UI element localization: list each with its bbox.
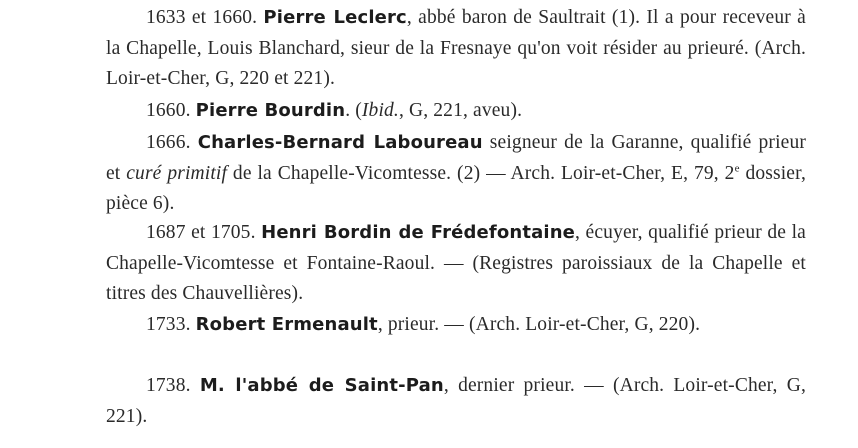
- entry-text: , écuyer, qualifié prieur de la Chapelle-Vicomtesse et Fontaine-Raoul. — (Registres paroissiaux de la Chapelle et titres des Chauvellières).: [106, 222, 806, 304]
- entry-pierre-leclerc: [106, 3, 806, 95]
- entry-text-before-italic: seigneur de la Garanne, qualifié prieur et: [106, 132, 806, 184]
- entry-italic-reference: Ibid.: [361, 100, 399, 121]
- entry-robert-ermenault: [106, 310, 806, 341]
- entry-text: , prieur. — (Arch. Loir-et-Cher, G, 220).: [377, 314, 701, 335]
- entry-name: Robert Ermenault: [195, 314, 378, 335]
- entry-name: M. l'abbé de Saint-Pan: [199, 375, 444, 396]
- entry-superscript: e: [734, 162, 740, 174]
- entry-text: , dernier prieur. — (Arch. Loir-et-Cher, G, 221).: [106, 375, 807, 427]
- entry-date: 1666.: [146, 132, 198, 153]
- entry-date: 1660.: [146, 100, 196, 121]
- entry-date: 1733.: [146, 314, 196, 335]
- entry-italic-term: curé primitif: [126, 162, 228, 184]
- entry-date: 1738.: [146, 375, 200, 396]
- entry-name: Pierre Leclerc: [263, 7, 407, 28]
- entry-name: Henri Bordin de Frédefontaine: [261, 222, 576, 243]
- entry-date: 1633 et 1660.: [146, 7, 264, 28]
- entry-text: dossier, pièce 6).: [106, 162, 807, 214]
- entry-henri-bordin: [106, 218, 806, 310]
- entry-name: Charles-Bernard Laboureau: [197, 132, 483, 153]
- entry-text-before-sup: de la Chapelle-Vicomtesse. (2) — Arch. Loir-et-Cher, E, 79, 2: [227, 162, 735, 184]
- entry-text-before-italic: . (: [345, 100, 362, 121]
- entry-charles-bernard-laboureau: [106, 128, 806, 220]
- entry-date: 1687 et 1705.: [146, 222, 262, 243]
- entry-text: , G, 221, aveu).: [398, 100, 523, 121]
- entry-text: , abbé baron de Saultrait (1). Il a pour receveur à la Chapelle, Louis Blanchard, sieur de la Fresnaye qu'on voit résider au prieuré. (Arch. Loir-et-Cher, G, 220 et 221).: [106, 7, 806, 89]
- entry-abbe-de-saint-pan: [106, 371, 806, 432]
- entry-pierre-bourdin: [106, 96, 806, 127]
- entry-name: Pierre Bourdin: [195, 100, 346, 121]
